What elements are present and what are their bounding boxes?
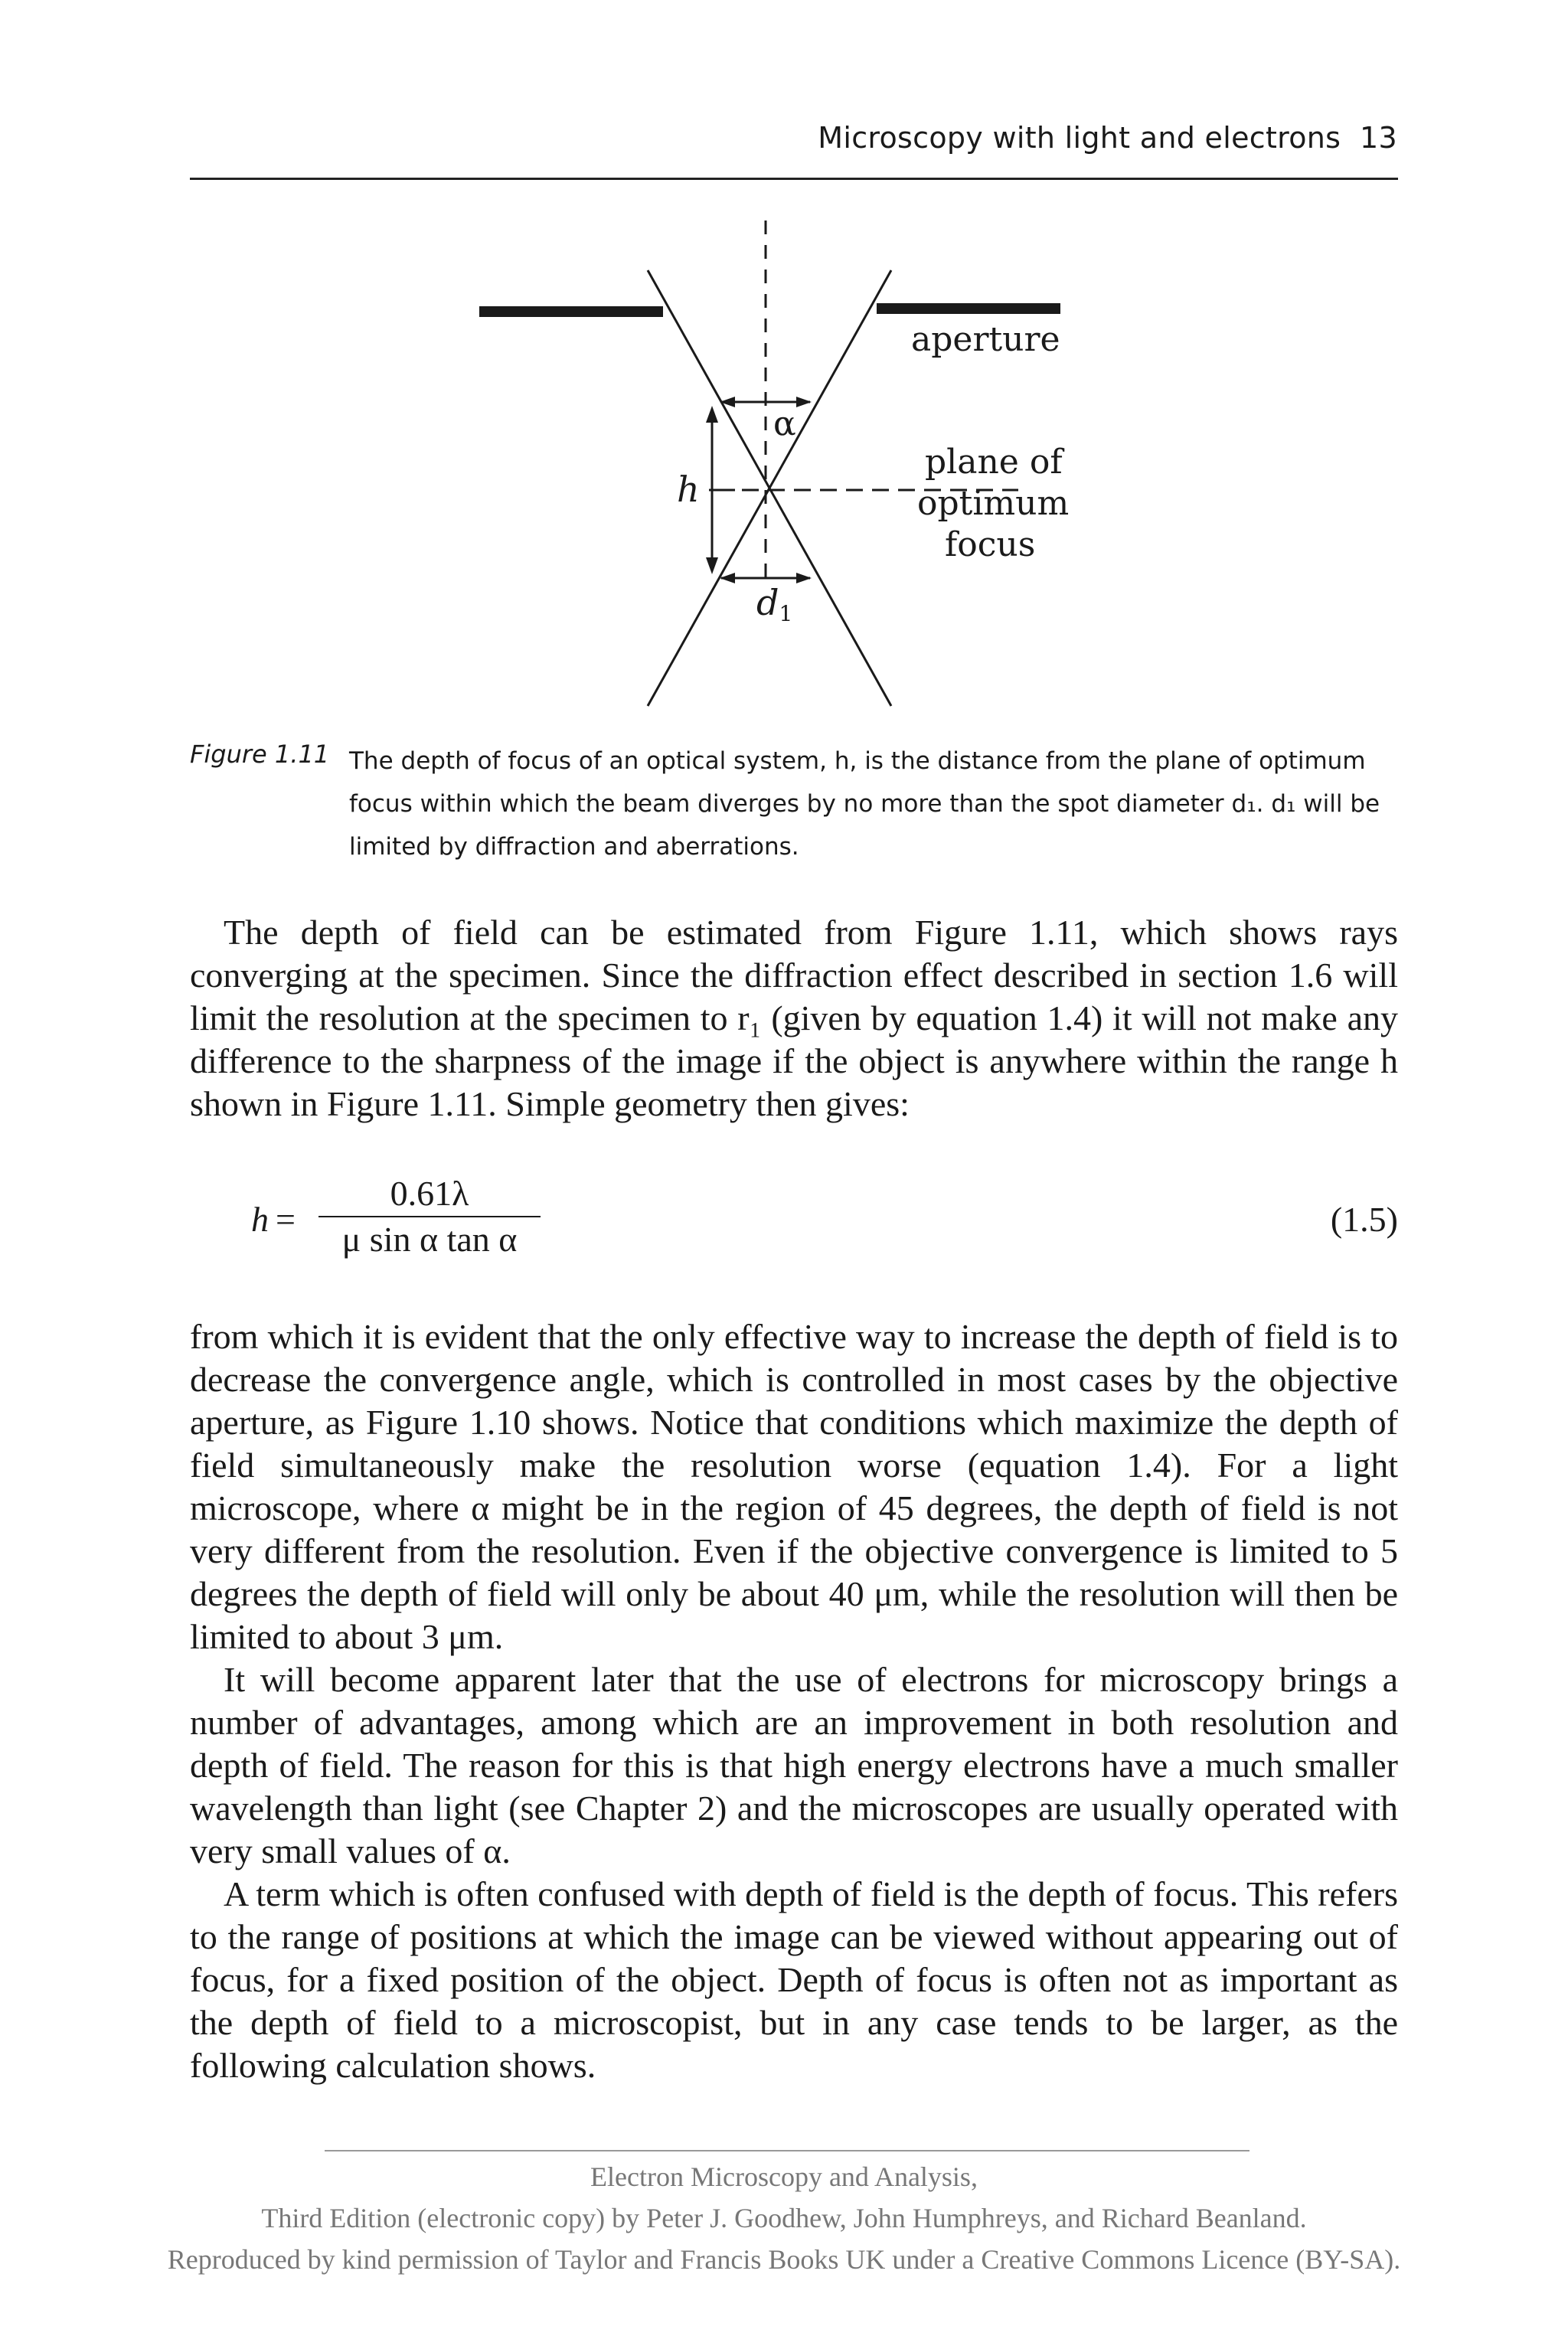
h-arrow-head-top bbox=[706, 406, 718, 423]
label-alpha: α bbox=[773, 404, 796, 443]
figure-caption-text: The depth of focus of an optical system, h, is the distance from the plane of optimum focus within which the beam diverges by no more than the spot diameter d₁. d₁ will be limited by diffraction and aberrations. bbox=[349, 747, 1380, 861]
equation-number: (1.5) bbox=[1330, 1200, 1398, 1239]
top-width-arrow-head-left bbox=[720, 397, 735, 407]
label-d1 bbox=[756, 582, 792, 626]
footer-line-1: Electron Microscopy and Analysis, bbox=[590, 2161, 978, 2192]
label-d: d bbox=[756, 582, 779, 623]
figure-caption-id: Figure 1.11 bbox=[190, 740, 330, 769]
running-title: Microscopy with light and electrons bbox=[818, 121, 1341, 155]
body-paragraph-3: It will become apparent later that the use of electrons for microscopy brings a number of advantages, among which are an improvement in both resolution and depth of field. The reason for this is that high energy electrons have a much smaller wavelength than light (see Chapter 2) and the microscopes are usually operated with very small values of α. bbox=[190, 1660, 1398, 1870]
footer-line-2: Third Edition (electronic copy) by Peter J. Goodhew, John Humphreys, and Richard Beanland. bbox=[261, 2203, 1307, 2233]
label-aperture: aperture bbox=[911, 320, 1060, 359]
body-paragraph-1: The depth of field can be estimated from Figure 1.11, which shows rays converging at the specimen. Since the diffraction effect described in section 1.6 will limit the resolution at the specimen to r₁ (given by equation 1.4) it will not make any difference to the sharpness of the image if the object is anywhere within the range h shown in Figure 1.11. Simple geometry then gives: bbox=[190, 913, 1398, 1123]
footer-rule bbox=[325, 2150, 1250, 2151]
body-paragraph-4: A term which is often confused with depth of field is the depth of focus. This refers to the range of positions at which the image can be viewed without appearing out of focus, for a fixed position of the object. Depth of focus is often not as important as the depth of field to a microscopist, but in any case tends to be larger, as the following calculation shows. bbox=[190, 1874, 1398, 2085]
body-paragraph-2: from which it is evident that the only effective way to increase the depth of field is to decrease the convergence angle, which is controlled in most cases by the objective aperture, as Figure 1.10 shows. Notice that conditions which maximize the depth of field simultaneously make the resolution worse (equation 1.4). For a light microscope, where α might be in the region of 45 degrees, the depth of field is not very different from the resolution. Even if the objective convergence is limited to 5 degrees the depth of field will only be about 40 μm, while the resolution will then be limited to about 3 μm. bbox=[190, 1317, 1398, 1656]
aperture-plate-right bbox=[877, 303, 1060, 314]
equation-fraction bbox=[318, 1171, 541, 1262]
top-width-arrow-head-right bbox=[796, 397, 812, 407]
d1-arrow-head-right bbox=[796, 573, 812, 583]
label-plane-line3: focus bbox=[945, 525, 1036, 564]
page-number: 13 bbox=[1360, 121, 1397, 155]
label-plane-line2: optimum bbox=[917, 484, 1070, 523]
equation-1-5 bbox=[190, 1171, 1398, 1271]
h-arrow-head-bottom bbox=[706, 557, 718, 574]
running-header bbox=[689, 121, 1397, 155]
header-rule bbox=[190, 178, 1398, 180]
label-plane-line1: plane of bbox=[925, 443, 1063, 482]
equation-lhs: h bbox=[251, 1200, 269, 1239]
footer-line-3: Reproduced by kind permission of Taylor and Francis Books UK under a Creative Commons Licence (BY-SA). bbox=[167, 2244, 1401, 2275]
label-h: h bbox=[677, 469, 700, 510]
label-d-subscript: 1 bbox=[779, 601, 793, 626]
equation-denominator: μ sin α tan α bbox=[341, 1220, 518, 1259]
equation-equals: = bbox=[276, 1200, 296, 1239]
aperture-plate-left bbox=[479, 306, 663, 317]
figure-diagram bbox=[0, 214, 1568, 735]
equation-numerator: 0.61λ bbox=[390, 1174, 469, 1213]
